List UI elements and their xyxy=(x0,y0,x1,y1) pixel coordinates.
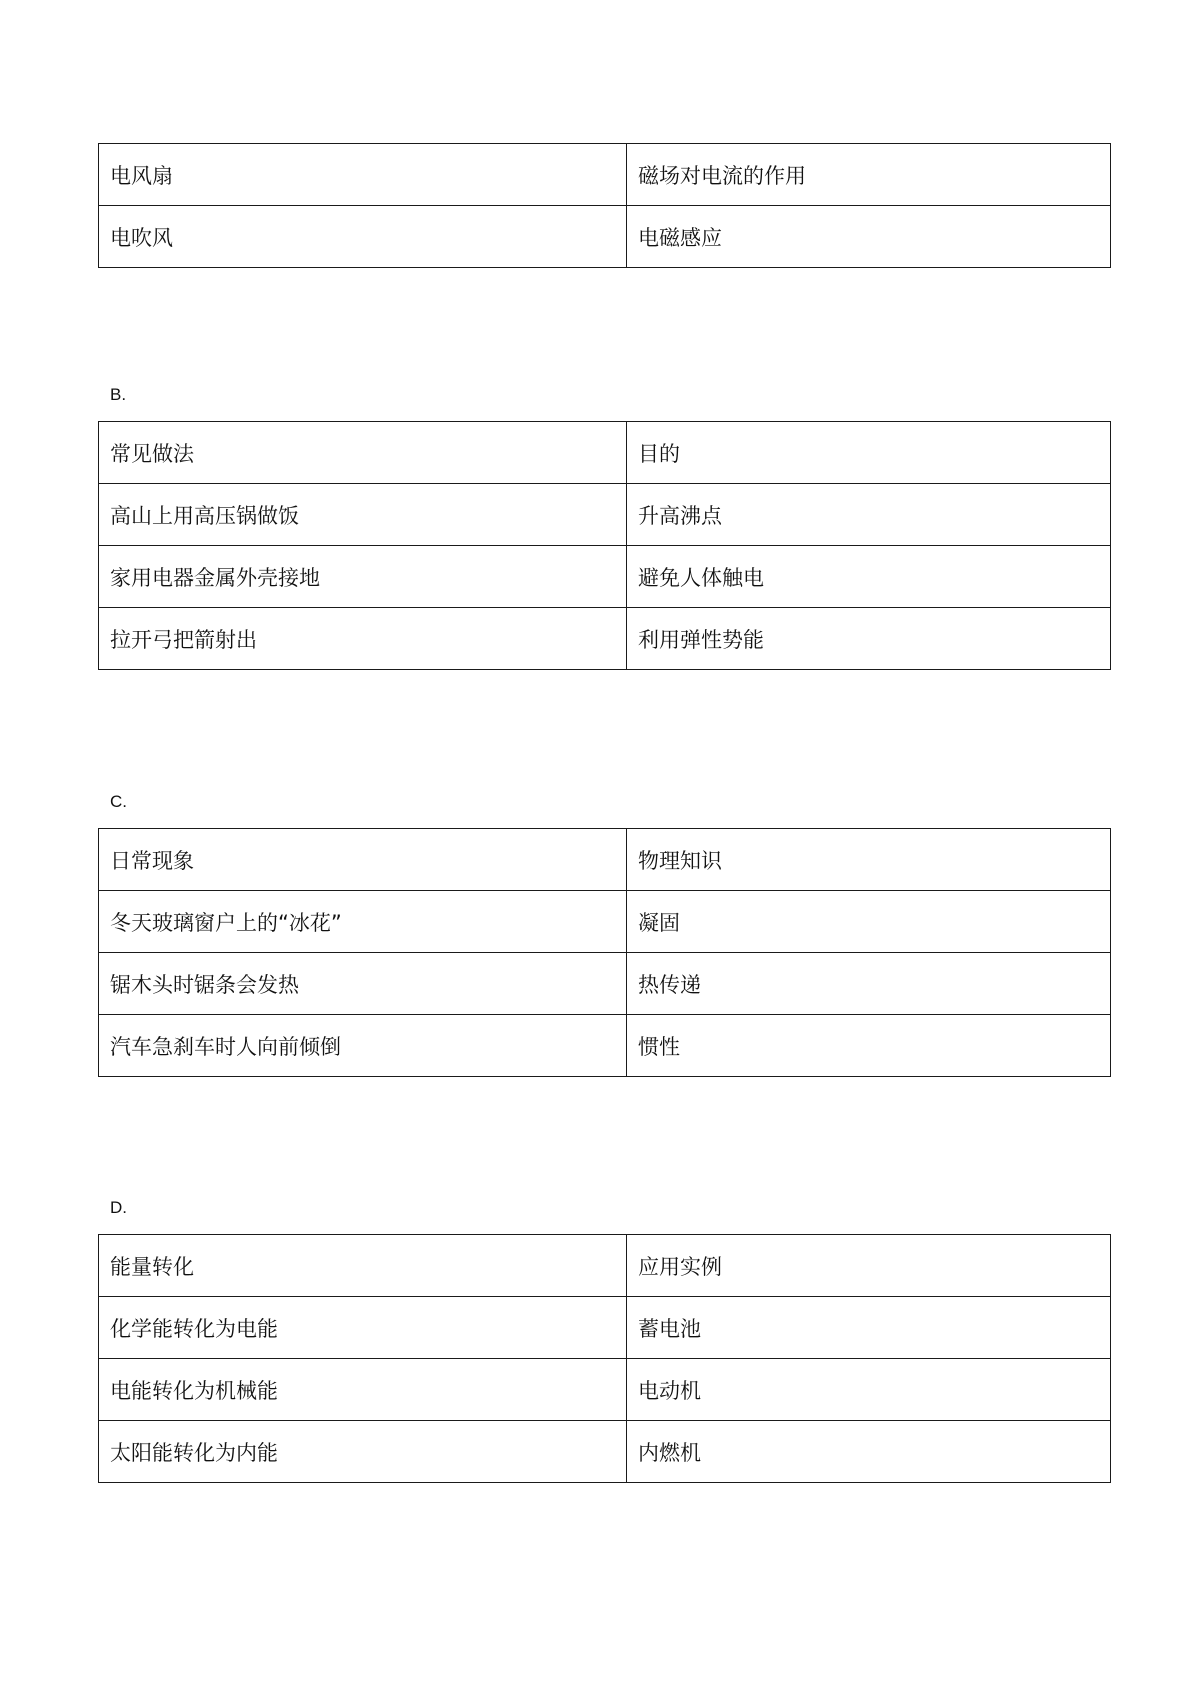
table-cell: 日常现象 xyxy=(99,829,627,891)
option-c-label: C. xyxy=(110,792,127,811)
table-cell: 凝固 xyxy=(627,891,1111,953)
option-d-table xyxy=(98,1234,1111,1483)
table-row xyxy=(99,1235,1111,1297)
table-cell: 太阳能转化为内能 xyxy=(99,1421,627,1483)
table-row xyxy=(99,422,1111,484)
table-row xyxy=(99,1421,1111,1483)
table-cell: 冬天玻璃窗户上的“冰花” xyxy=(99,891,627,953)
table-cell: 电动机 xyxy=(627,1359,1111,1421)
table-cell: 能量转化 xyxy=(99,1235,627,1297)
table-row xyxy=(99,546,1111,608)
option-b-table xyxy=(98,421,1111,670)
table-cell: 电能转化为机械能 xyxy=(99,1359,627,1421)
table-row xyxy=(99,891,1111,953)
table-cell: 蓄电池 xyxy=(627,1297,1111,1359)
option-d-label: D. xyxy=(110,1198,127,1217)
option-a-table xyxy=(98,143,1111,268)
table-cell: 磁场对电流的作用 xyxy=(627,144,1111,206)
option-c-table xyxy=(98,828,1111,1077)
option-b-label: B. xyxy=(110,385,127,404)
table-cell: 物理知识 xyxy=(627,829,1111,891)
table-row xyxy=(99,1359,1111,1421)
table-cell: 电吹风 xyxy=(99,206,627,268)
table-cell: 热传递 xyxy=(627,953,1111,1015)
table-cell: 电磁感应 xyxy=(627,206,1111,268)
table-cell: 锯木头时锯条会发热 xyxy=(99,953,627,1015)
table-cell: 升高沸点 xyxy=(627,484,1111,546)
table-row xyxy=(99,1015,1111,1077)
table-cell: 目的 xyxy=(627,422,1111,484)
table-cell: 避免人体触电 xyxy=(627,546,1111,608)
table-row xyxy=(99,608,1111,670)
table-cell: 利用弹性势能 xyxy=(627,608,1111,670)
table-cell: 家用电器金属外壳接地 xyxy=(99,546,627,608)
table-cell: 化学能转化为电能 xyxy=(99,1297,627,1359)
table-cell: 汽车急刹车时人向前倾倒 xyxy=(99,1015,627,1077)
table-row xyxy=(99,484,1111,546)
table-row xyxy=(99,206,1111,268)
table-row xyxy=(99,953,1111,1015)
table-cell: 拉开弓把箭射出 xyxy=(99,608,627,670)
table-cell: 常见做法 xyxy=(99,422,627,484)
table-row xyxy=(99,829,1111,891)
table-row xyxy=(99,1297,1111,1359)
table-cell: 高山上用高压锅做饭 xyxy=(99,484,627,546)
table-cell: 应用实例 xyxy=(627,1235,1111,1297)
table-row xyxy=(99,144,1111,206)
table-cell: 内燃机 xyxy=(627,1421,1111,1483)
table-cell: 惯性 xyxy=(627,1015,1111,1077)
table-cell: 电风扇 xyxy=(99,144,627,206)
